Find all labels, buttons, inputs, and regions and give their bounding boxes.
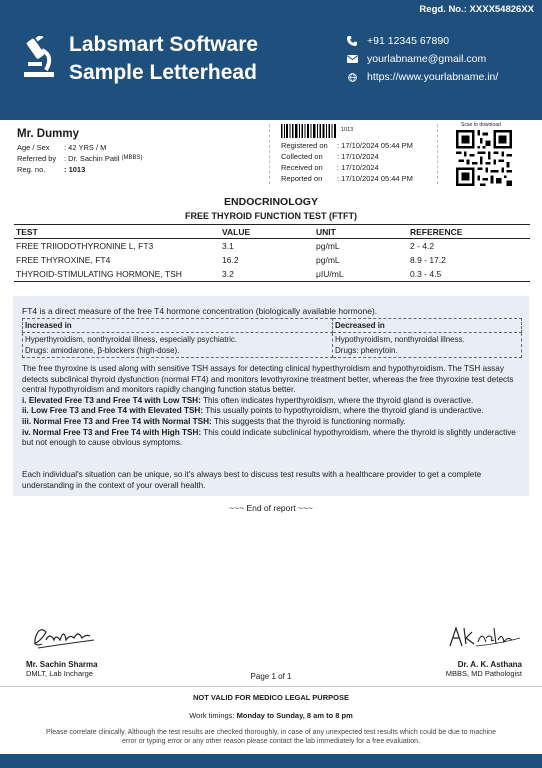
- interpretation-item: [22, 396, 522, 407]
- results-table: [14, 224, 530, 282]
- referred-value: : Dr. Sachin Patil: [64, 154, 120, 163]
- collected-label: Collected on: [281, 152, 323, 161]
- age-sex-value: : 42 YRS / M: [64, 143, 107, 152]
- item-text: This often indicates hyperthyroidism, where the thyroid gland is overactive.: [200, 395, 474, 405]
- signatory-name: Dr. A. K. Asthana: [457, 660, 522, 669]
- test-name: FREE TRIIODOTHYRONINE L, FT3: [16, 241, 154, 251]
- increased-header: Increased in: [23, 319, 333, 333]
- test-value: 16.2: [222, 255, 239, 265]
- reg-label: Reg. no.: [17, 165, 46, 174]
- patient-name: Mr. Dummy: [17, 128, 79, 140]
- item-heading: iv. Normal Free T3 and Free T4 with High TSH:: [22, 427, 202, 437]
- divider: [269, 124, 271, 184]
- contact-phone: [345, 35, 449, 47]
- referred-row: [17, 153, 257, 164]
- referred-label: Referred by: [17, 154, 57, 163]
- received-value: : 17/10/2024: [337, 163, 379, 172]
- increased-decreased-table: [22, 318, 522, 358]
- email-link[interactable]: yourlabname@gmail.com: [367, 53, 487, 65]
- registered-label: Registered on: [281, 141, 328, 150]
- website-link[interactable]: https://www.yourlabname.in/: [367, 71, 499, 83]
- item-text: This could indicate subclinical hypothyroidism, where the thyroid is slightly underactive but not enough to cause obvious symptoms.: [22, 427, 516, 448]
- divider: [0, 686, 542, 687]
- scan-label: Scan to download: [461, 122, 501, 128]
- increased-cell: [23, 333, 333, 358]
- signatory-title: DMLT, Lab Incharge: [26, 669, 93, 678]
- item-heading: iii. Normal Free T3 and Free T4 with Normal TSH:: [22, 416, 212, 426]
- footer-bar: [0, 754, 542, 768]
- end-of-report: ~~~ End of report ~~~: [229, 503, 313, 513]
- globe-icon: [345, 73, 359, 82]
- received-label: Received on: [281, 163, 323, 172]
- microscope-icon: [22, 36, 56, 78]
- column-header: UNIT: [314, 225, 408, 239]
- summary-text: Each individual's situation can be unique, so it's always best to discuss test results with a healthcare provider to get a complete understanding in the context of your overall health.: [22, 470, 482, 490]
- test-unit: pg/mL: [316, 255, 340, 265]
- decreased-cell: [333, 333, 522, 358]
- lab-name: [69, 31, 258, 87]
- timings-label: Work timings:: [189, 711, 237, 720]
- table-header-row: [14, 225, 530, 239]
- test-value: 3.1: [222, 241, 234, 251]
- test-reference: 0.3 - 4.5: [408, 267, 530, 282]
- test-value: 3.2: [220, 267, 314, 282]
- received-row: [281, 163, 379, 172]
- contact-website[interactable]: [345, 71, 498, 83]
- signatory-title: MBBS, MD Pathologist: [445, 669, 522, 678]
- disclaimer: Please correlate clinically. Although the test results are checked thoroughly, in case of any unexpected test results which could be due to machine error or typing error or any other reason please contact the lab immediately for a free evaluation.: [46, 729, 496, 745]
- decreased-header: Decreased in: [333, 319, 522, 333]
- divider: [437, 124, 439, 184]
- test-name: FREE THYROXINE, FT4: [16, 255, 111, 265]
- test-unit: pg/mL: [316, 241, 340, 251]
- decreased-line: Drugs: phenytoin.: [335, 346, 398, 355]
- registered-row: [281, 141, 413, 150]
- column-header: REFERENCE: [408, 225, 530, 239]
- test-reference: 8.9 - 17.2: [410, 255, 446, 265]
- ft4-note: FT4 is a direct measure of the free T4 hormone concentration (biologically available hormone).: [22, 306, 378, 316]
- test-reference: 2 - 4.2: [410, 241, 435, 251]
- barcode-number: 1013: [341, 127, 354, 133]
- reported-row: [281, 174, 413, 183]
- phone-icon: [345, 36, 359, 46]
- collected-value: : 17/10/2024: [337, 152, 379, 161]
- age-sex-row: [17, 142, 257, 153]
- test-name: THYROID-STIMULATING HORMONE, TSH: [14, 267, 220, 282]
- reg-value: : 1013: [64, 165, 86, 174]
- table-row: [14, 253, 530, 267]
- item-text: This suggests that the thyroid is functioning normally.: [211, 416, 406, 426]
- column-header: VALUE: [220, 225, 314, 239]
- test-title: FREE THYROID FUNCTION TEST (FTFT): [185, 211, 357, 221]
- signatory-name: Mr. Sachin Sharma: [26, 660, 98, 669]
- registration-number: Regd. No.: XXXX54826XX: [419, 4, 534, 15]
- decreased-line: Hypothyroidism, nonthyroidal illness.: [335, 335, 465, 344]
- test-unit: μIU/mL: [314, 267, 408, 282]
- work-timings: [0, 711, 542, 720]
- increased-line: Drugs: amiodarone, β-blockers (high-dose).: [25, 346, 180, 355]
- item-heading: ii. Low Free T3 and Free T4 with Elevated TSH:: [22, 406, 204, 416]
- age-sex-label: Age / Sex: [17, 143, 50, 152]
- lab-name-line2: Sample Letterhead: [69, 61, 257, 84]
- legal-notice: NOT VALID FOR MEDICO LEGAL PURPOSE: [193, 693, 349, 702]
- signature-right: [446, 618, 526, 656]
- registered-value: : 17/10/2024 05:44 PM: [337, 141, 413, 150]
- table-row: [14, 239, 530, 254]
- timings-value: Monday to Sunday, 8 am to 8 pm: [236, 711, 353, 720]
- lab-name-line1: Labsmart Software: [69, 33, 259, 56]
- table-row: [14, 267, 530, 282]
- phone-number: +91 12345 67890: [367, 35, 450, 47]
- contact-email[interactable]: [345, 53, 486, 65]
- item-text: This usually points to hypothyroidism, where the thyroid gland is underactive.: [203, 406, 484, 416]
- reg-row: [17, 164, 257, 175]
- patient-details: [17, 128, 257, 175]
- paragraph: The free thyroxine is used along with sensitive TSH assays for detecting clinical hyperthyroidism and hypothyroidism. The TSH assay detects subclinical thyroid dysfunction (normal FT4) and monitors levothyroxine treatment better, whereas the free thyroxine test detects central hypothyroidism and monitors rapidly changing function status better.: [22, 364, 514, 395]
- mail-icon: [345, 55, 359, 63]
- interpretation-item: [22, 406, 522, 417]
- column-header: TEST: [14, 225, 220, 239]
- interpretation-item: [22, 417, 522, 428]
- barcode: [281, 124, 336, 138]
- interpretation-item: [22, 428, 522, 449]
- referred-suffix: (MBBS): [121, 155, 143, 161]
- interpretation-text: [22, 364, 522, 449]
- collected-row: [281, 152, 379, 161]
- reported-value: : 17/10/2024 05:44 PM: [337, 174, 413, 183]
- department-title: ENDOCRINOLOGY: [224, 196, 318, 208]
- qr-code[interactable]: [456, 130, 512, 186]
- reported-label: Reported on: [281, 174, 323, 183]
- page-number: Page 1 of 1: [250, 672, 292, 681]
- item-heading: i. Elevated Free T3 and Free T4 with Low TSH:: [22, 395, 201, 405]
- signature-left: [24, 618, 104, 656]
- increased-line: Hyperthyroidism, nonthyroidal illness, especially psychiatric.: [25, 335, 238, 344]
